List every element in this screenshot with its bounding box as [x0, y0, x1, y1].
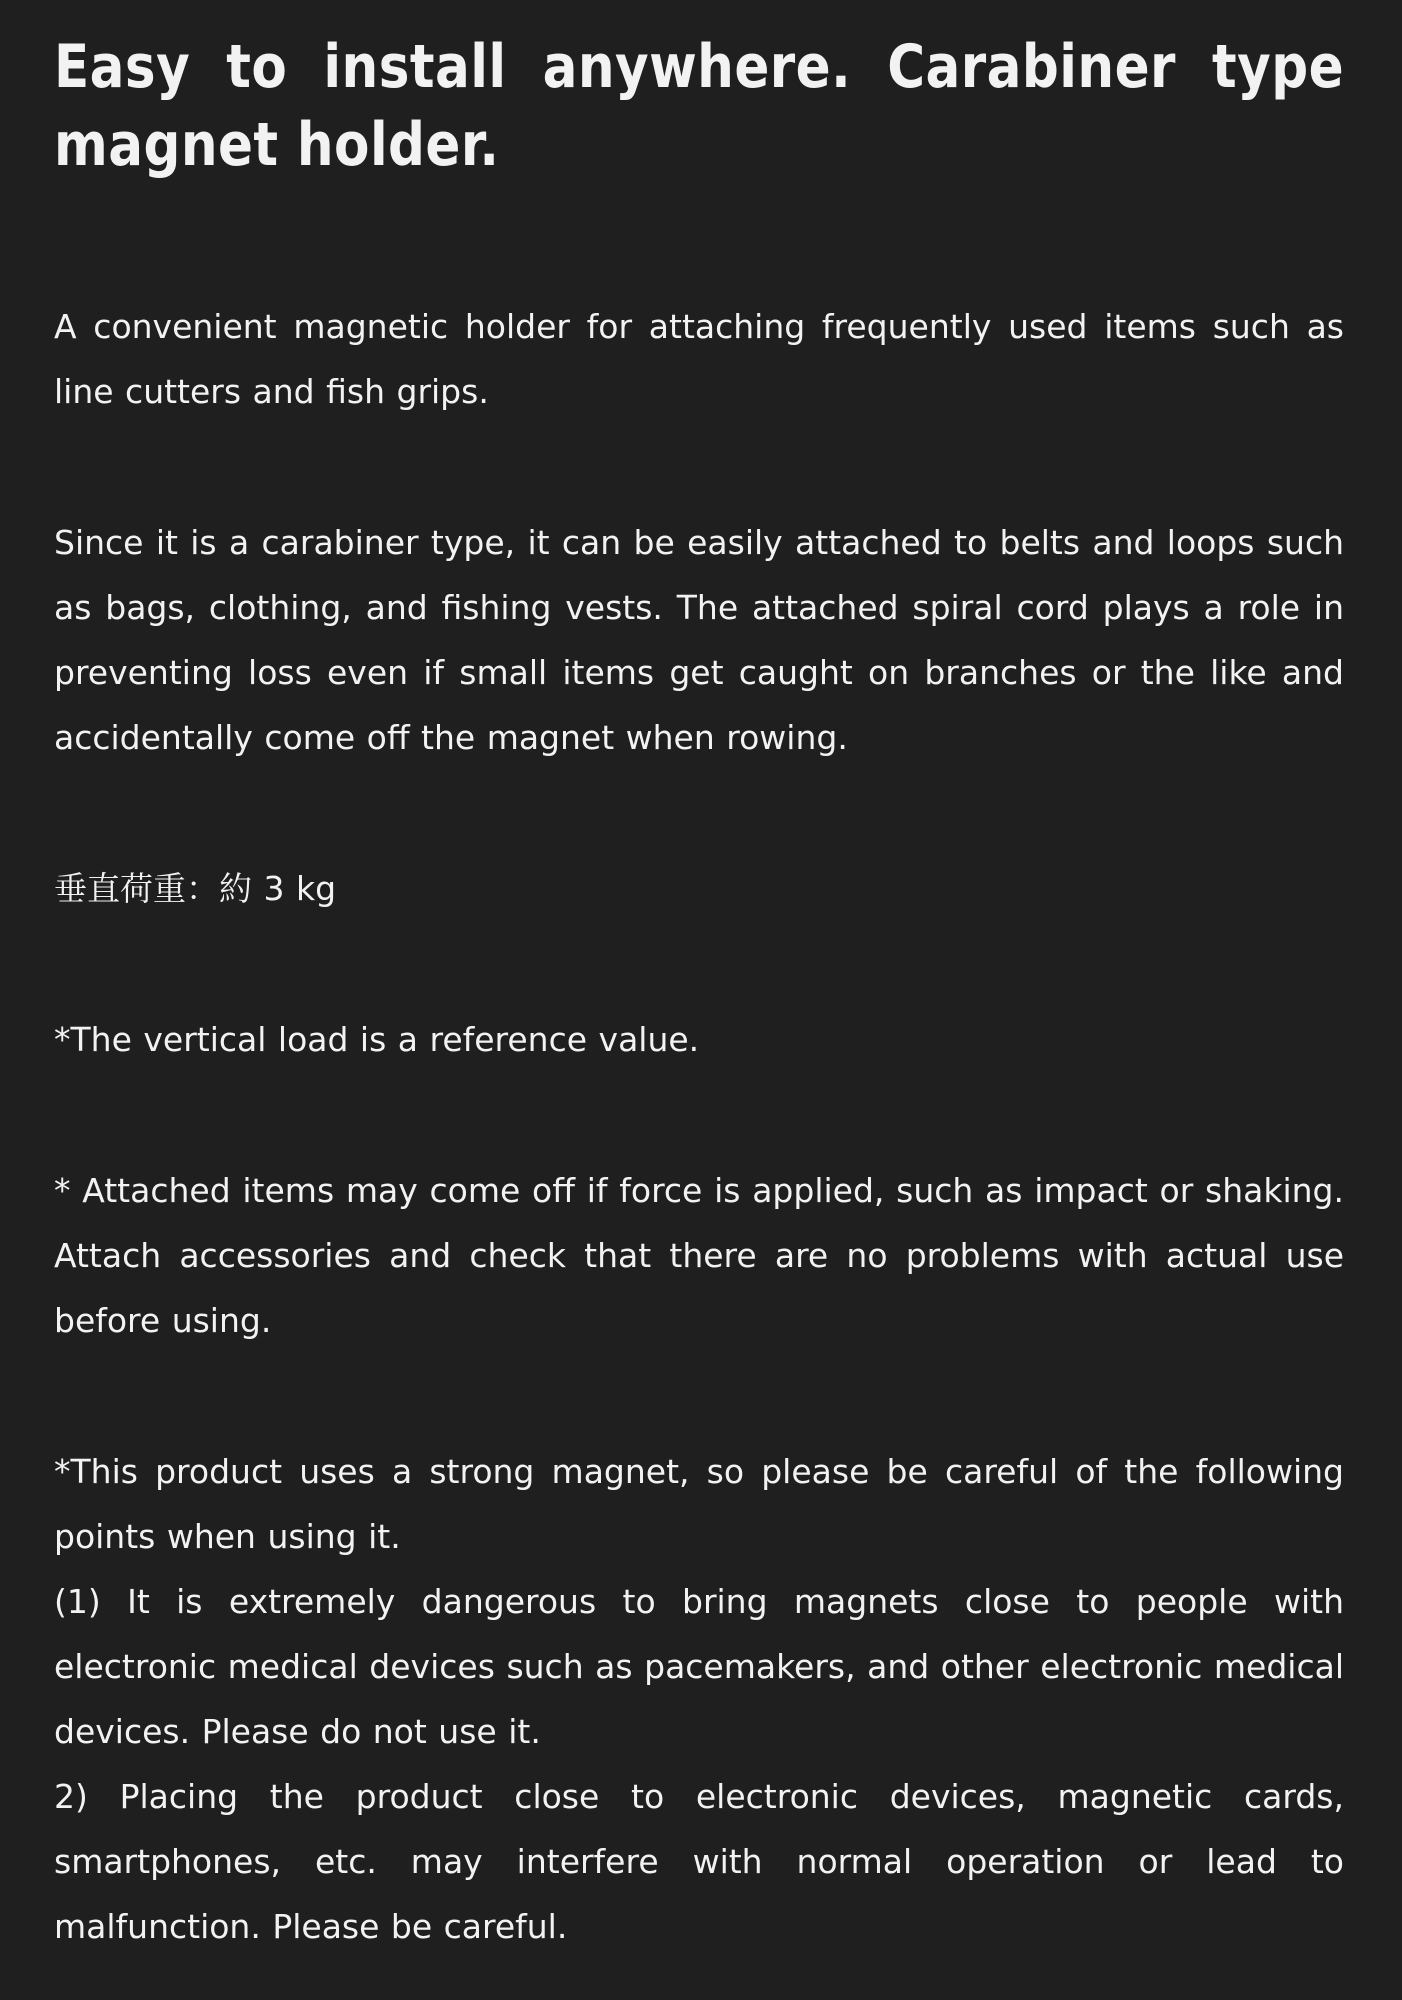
vertical-load-spec: 垂直荷重：約 3 kg: [54, 869, 337, 908]
vertical-load-note: *The vertical load is a reference value.: [54, 1020, 700, 1059]
attachment-caution-note: * Attached items may come off if force is applied, such as impact or shaking. Attach accessories and check that there are no problems with actual use before using.: [54, 1171, 1344, 1340]
magnet-warning-intro: *This product uses a strong magnet, so please be careful of the following points when using it.: [54, 1452, 1344, 1556]
warning-point-2: 2) Placing the product close to electronic devices, magnetic cards, smartphones, etc. may interfere with normal operation or lead to malfunction. Please be careful.: [54, 1777, 1344, 1946]
warning-point-1: (1) It is extremely dangerous to bring magnets close to people with electronic medical devices such as pacemakers, and other electronic medical devices. Please do not use it.: [54, 1582, 1344, 1751]
page-title: Easy to install anywhere. Carabiner type magnet holder.: [54, 32, 1344, 180]
intro-paragraph: A convenient magnetic holder for attaching frequently used items such as line cutters and fish grips.: [54, 307, 1344, 411]
product-description: [54, 28, 1344, 1959]
carabiner-paragraph: Since it is a carabiner type, it can be easily attached to belts and loops such as bags, clothing, and fishing vests. The attached spiral cord plays a role in preventing loss even if small items get caught on branches or the like and accidentally come off the magnet when rowing.: [54, 523, 1344, 757]
